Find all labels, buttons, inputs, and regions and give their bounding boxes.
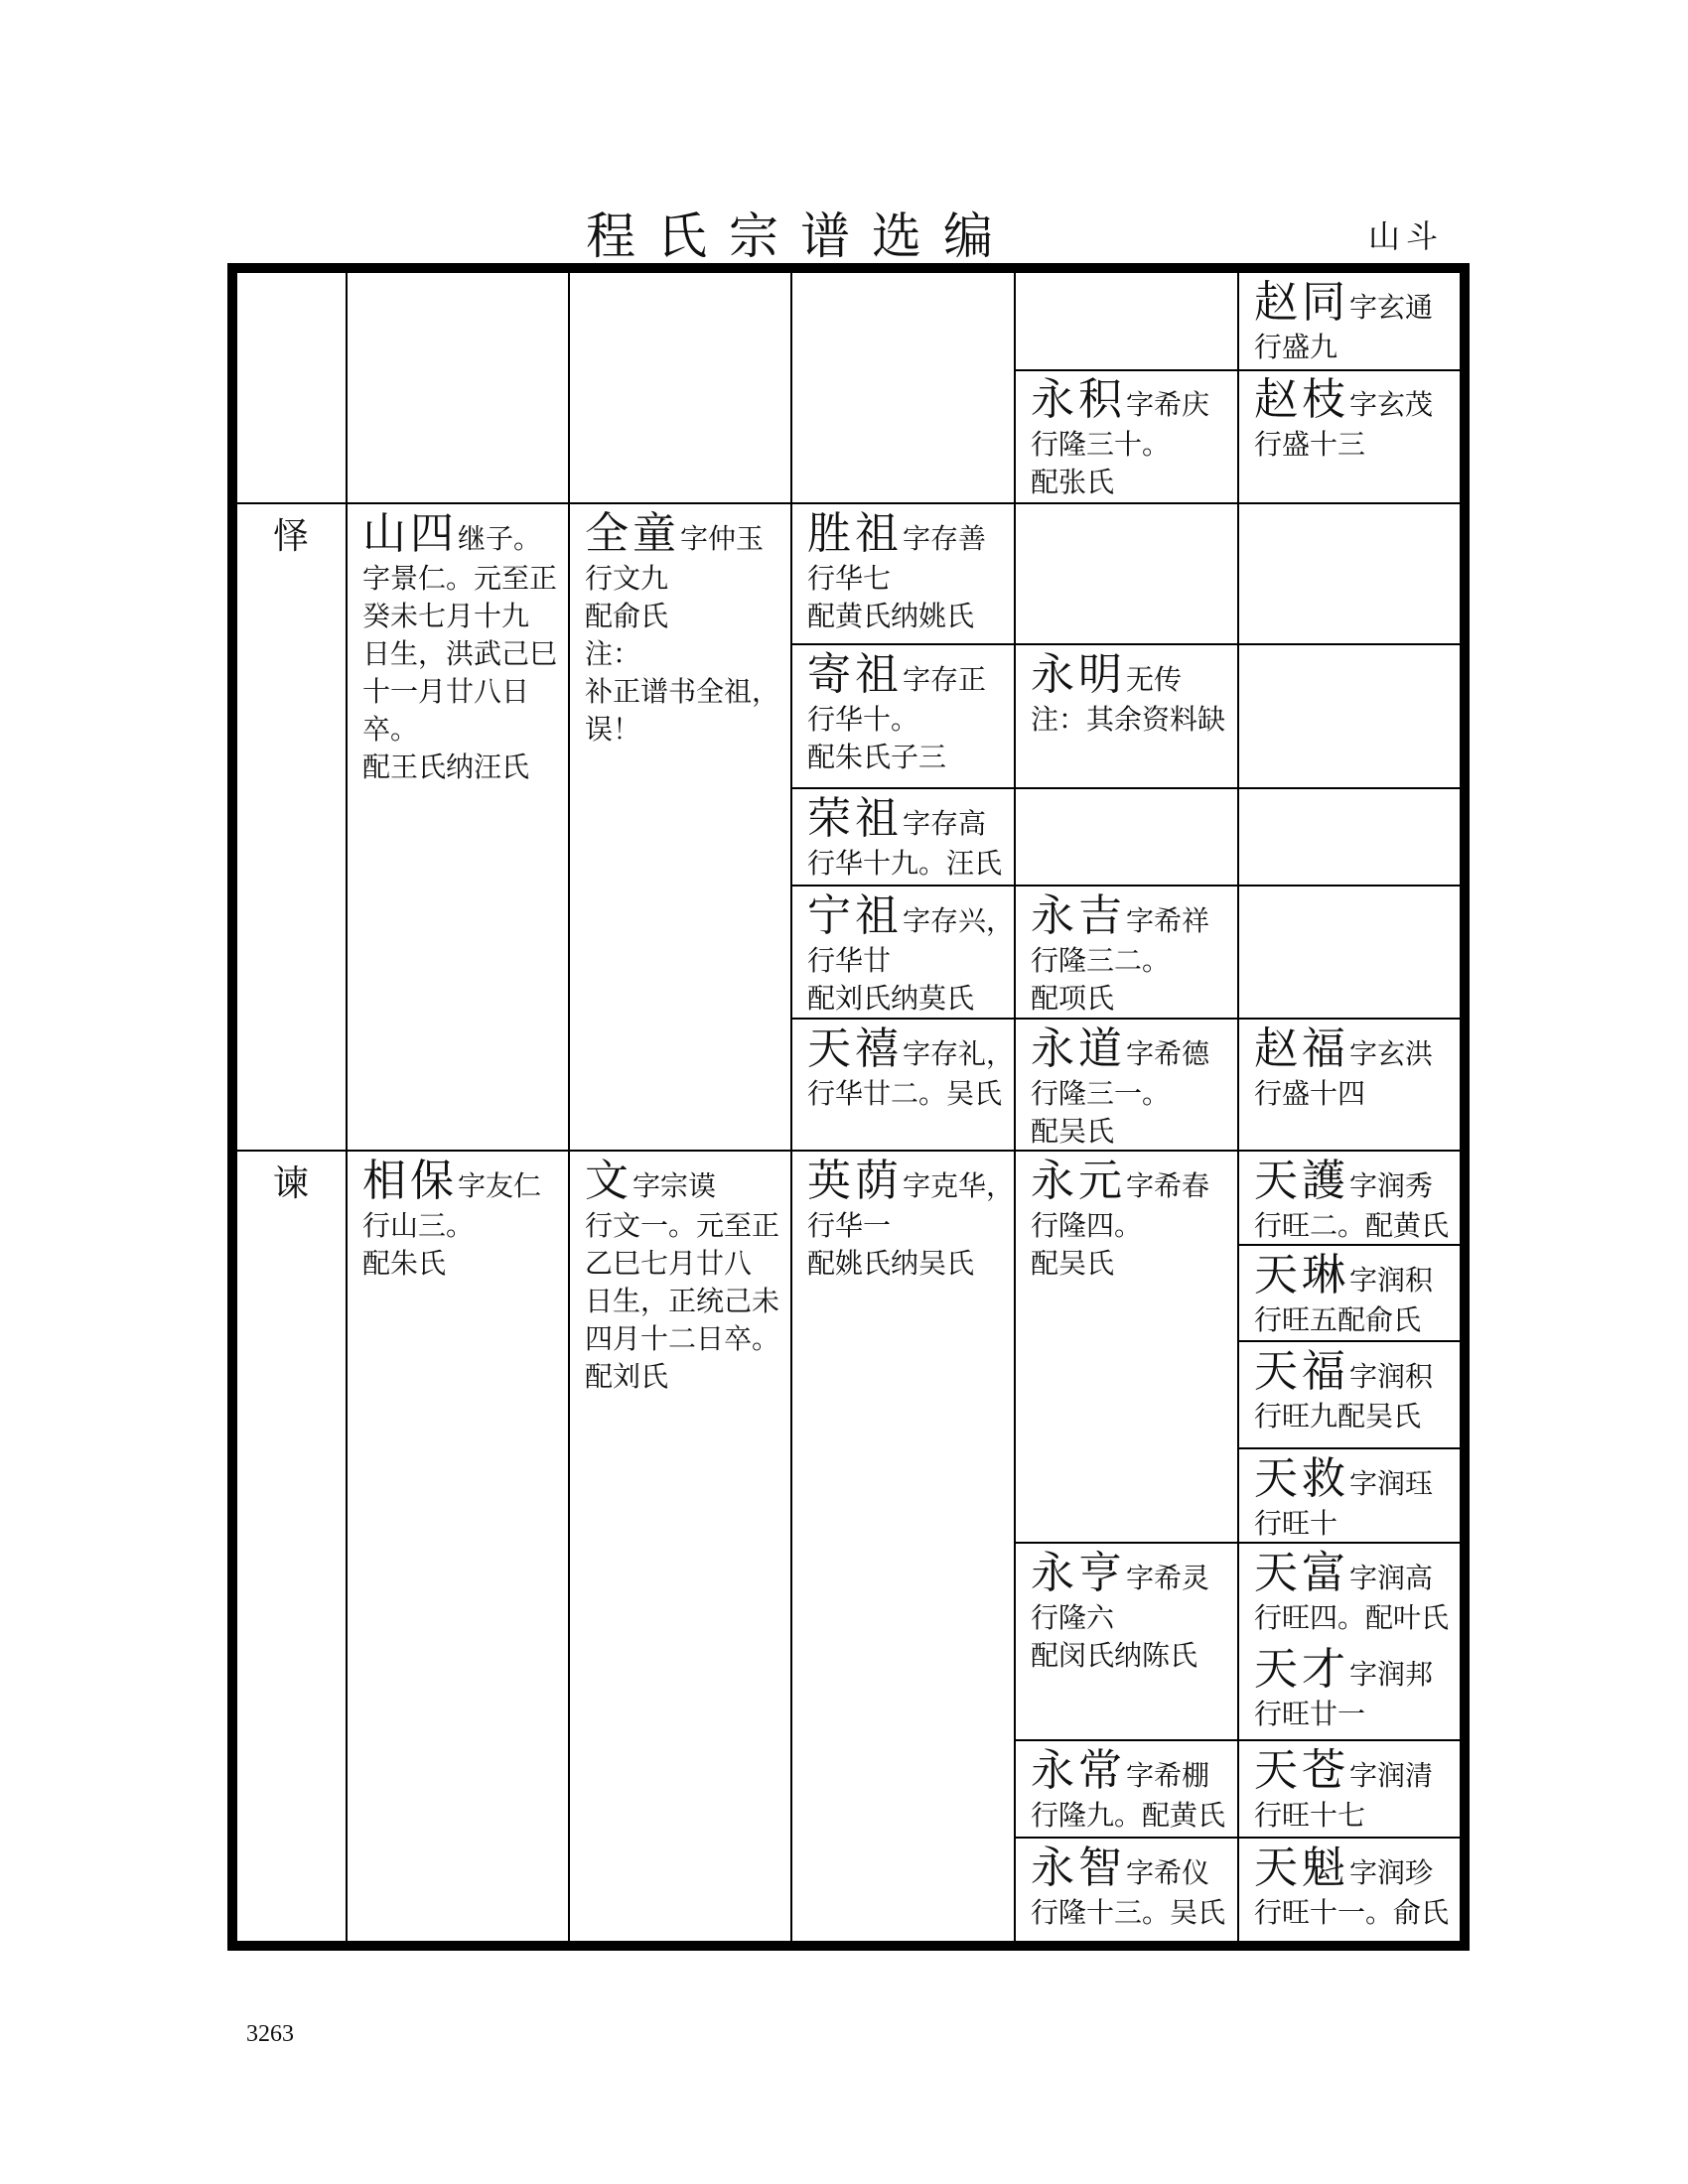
person-entry: 天魁字润珍 行旺十一。俞氏 <box>1254 1843 1450 1929</box>
column-divider <box>790 273 792 1941</box>
page-number: 3263 <box>246 2021 294 2047</box>
person-entry: 天才字润邦 行旺廿一 <box>1254 1644 1434 1730</box>
generation-label: 谏 <box>273 1163 310 1204</box>
column-divider <box>1014 273 1016 1941</box>
person-entry: 永常字希棚 行隆九。配黄氏 <box>1031 1745 1226 1832</box>
person-entry: 相保字友仁 行山三。 配朱氏 <box>362 1156 542 1280</box>
generation-label: 怿 <box>273 516 310 557</box>
person-entry: 赵枝字玄茂 行盛十三 <box>1254 374 1434 461</box>
person-entry: 天救字润珏 行旺十 <box>1254 1453 1434 1540</box>
person-entry: 宁祖字存兴， 行华廿 配刘氏纳莫氏 <box>807 890 1015 1015</box>
person-entry: 永明无传 注：其余资料缺 <box>1031 649 1226 736</box>
person-entry: 赵福字玄洪 行盛十四 <box>1254 1024 1434 1110</box>
person-entry: 赵同字玄通 行盛九 <box>1254 277 1434 363</box>
page-title: 程氏宗谱选编 <box>586 207 1015 265</box>
corner-label: 山斗 <box>1368 217 1445 255</box>
column-divider <box>346 273 348 1941</box>
person-entry: 荣祖字存高 行华十九。汪氏 <box>807 793 1003 880</box>
column-divider <box>1237 273 1239 1941</box>
column-divider <box>568 273 570 1941</box>
person-entry: 永积字希庆 行隆三十。 配张氏 <box>1031 374 1210 498</box>
person-entry: 天護字润秀 行旺二。配黄氏 <box>1254 1156 1450 1242</box>
person-entry: 山四继子。 字景仁。元至正 癸未七月十九 日生，洪武己巳 十一月廿八日 卒。 配王氏纳汪氏 <box>362 508 558 783</box>
person-entry: 天福字润积 行旺九配吴氏 <box>1254 1346 1434 1433</box>
person-entry: 天富字润高 行旺四。配叶氏 <box>1254 1548 1450 1634</box>
person-entry: 永亨字希灵 行隆六 配闵氏纳陈氏 <box>1031 1548 1210 1672</box>
person-entry: 全童字仲玉 行文九 配俞氏 注： 补正谱书全祖， 误！ <box>585 508 780 746</box>
person-entry: 永智字希仪 行隆十三。吴氏 <box>1031 1843 1226 1929</box>
person-entry: 胜祖字存善 行华七 配黄氏纳姚氏 <box>807 508 987 632</box>
person-entry: 天禧字存礼， 行华廿二。吴氏 <box>807 1024 1015 1110</box>
person-entry: 永元字希春 行隆四。 配吴氏 <box>1031 1156 1210 1280</box>
person-entry: 永道字希德 行隆三一。 配吴氏 <box>1031 1024 1210 1148</box>
person-entry: 英荫字克华， 行华一 配姚氏纳吴氏 <box>807 1156 1015 1280</box>
person-entry: 天苍字润清 行旺十七 <box>1254 1745 1434 1832</box>
person-entry: 文字宗谟 行文一。元至正 乙巳七月廿八 日生，正统己未 四月十二日卒。 配刘氏 <box>585 1156 780 1393</box>
person-entry: 天琳字润积 行旺五配俞氏 <box>1254 1250 1434 1336</box>
person-entry: 永吉字希祥 行隆三二。 配项氏 <box>1031 890 1210 1015</box>
person-entry: 寄祖字存正 行华十。 配朱氏子三 <box>807 649 987 773</box>
